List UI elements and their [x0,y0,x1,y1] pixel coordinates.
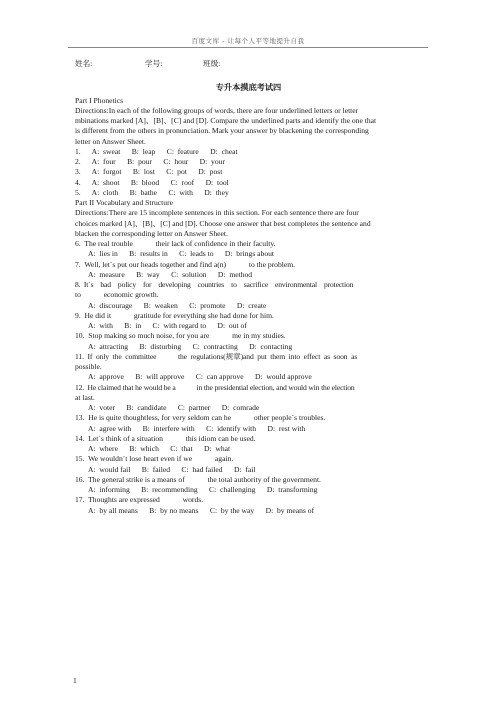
question-12-options: A: voter B: candidate C: partner D: comrade [88,403,260,412]
question-10-options: A: attracting B: disturbing C: contracting D: contacting [88,341,293,351]
question-7: 7. Well, let`s put our heads together and find a(n) to the problem. [75,259,296,269]
question-17: 17. Thoughts are expressed words. [75,495,204,505]
question-13-options: A: agree with B: interfere with C: identify with D: rest with [88,423,306,433]
question-6: 6. The real trouble their lack of confidence in their faculty. [75,239,276,248]
student-info [75,59,422,69]
name-label: 姓名: [75,59,93,68]
id-label: 学号: [145,59,163,68]
question-11-line-2: possible. [75,362,102,371]
question-6-options: A: lies in B: results in C: leads to D: brings about [88,249,275,259]
part2-directions-2: choices marked [A]、[B]、[C] and [D]. Choose one answer that best completes the sentence and [75,218,371,228]
part1-directions-2: mbinations marked [A]、[B]、[C] and [D]. Compare the underlined parts and identify the one that [75,116,377,125]
question-16-options: A: informing B: recommending C: challenging D: transforming [88,485,318,494]
question-8-line-2: to economic growth. [75,290,159,300]
part2-directions-1: Directions:There are 15 incomplete sentences in this section. For each sentence there are four [75,208,359,218]
question-13: 13. He is quite thoughtless, for very seldom can he other people`s troubles. [75,413,326,423]
question-12-line-1: 12. He claimed that he would be a in the presidential election, and would win the election [75,382,355,392]
question-9: 9. He did it gratitude for everything she had done for him. [75,310,274,320]
question-12-line-2: at last. [75,392,95,402]
page-header: 百度文库 - 让每个人平等地提升自我 [191,37,305,45]
part1-heading: Part I Phonetics [75,95,124,105]
class-label: 班级: [203,59,221,68]
question-15: 15. We wouldn`t lose heart even if we again. [75,454,234,464]
question-14-options: A: where B: which C: that D: what [88,444,231,453]
part2-directions-3: blacken the corresponding letter on Answer Sheet. [75,228,228,238]
question-1: 1. A: sweat B: leap C: feature D: cheat [75,146,238,156]
part1-directions-4: letter on Answer Sheet. [75,136,146,146]
question-5: 5. A: cloth B: bathe C: with D: they [75,187,229,197]
question-10: 10. Stop making so much noise, for you are me in my studies. [75,331,286,341]
exam-title: 专升本摸底考试四 [215,83,282,93]
question-8-line-1: 8. It`s bad policy for developing countries to sacrifice environmental protection [75,280,354,289]
part1-directions-3: is different from the others in pronunciation. Mark your answer by blackening the corresponding [75,126,369,136]
part1-directions-1: Directions:In each of the following groups of words, there are four underlined letters or letter [75,105,359,115]
question-16: 16. The general strike is a means of the total authority of the government. [75,474,321,484]
part2-heading: Part II Vocabulary and Structure [75,198,173,207]
question-2: 2. A: four B: pour C: hour D: your [75,157,225,166]
question-4: 4. A: shoot B: blood C: roof D: tool [75,177,229,187]
question-9-options: A: with B: in C: with regard to D: out of [88,321,247,330]
question-14: 14. Let`s think of a situation this idiom can be used. [75,433,256,443]
document-body [75,57,422,516]
question-3: 3. A: forgot B: lost C: pot D: post [75,167,223,177]
question-7-options: A: measure B: way C: solution D: method [88,269,253,279]
question-17-options: A: by all means B: by no means C: by the way D: by means of [88,505,315,515]
question-15-options: A: would fail B: failed C: had failed D: fail [88,464,256,474]
question-11-line-1: 11. If only the committee the regulations(规章)and put them into effect as soon as [75,351,358,361]
header-rule [68,47,428,48]
page-number: 1 [73,676,77,685]
question-8-options: A: discourage B: weaken C: promote D: create [88,300,267,310]
question-11-options: A: approve B: will approve C: can approve D: would approve [88,372,312,382]
